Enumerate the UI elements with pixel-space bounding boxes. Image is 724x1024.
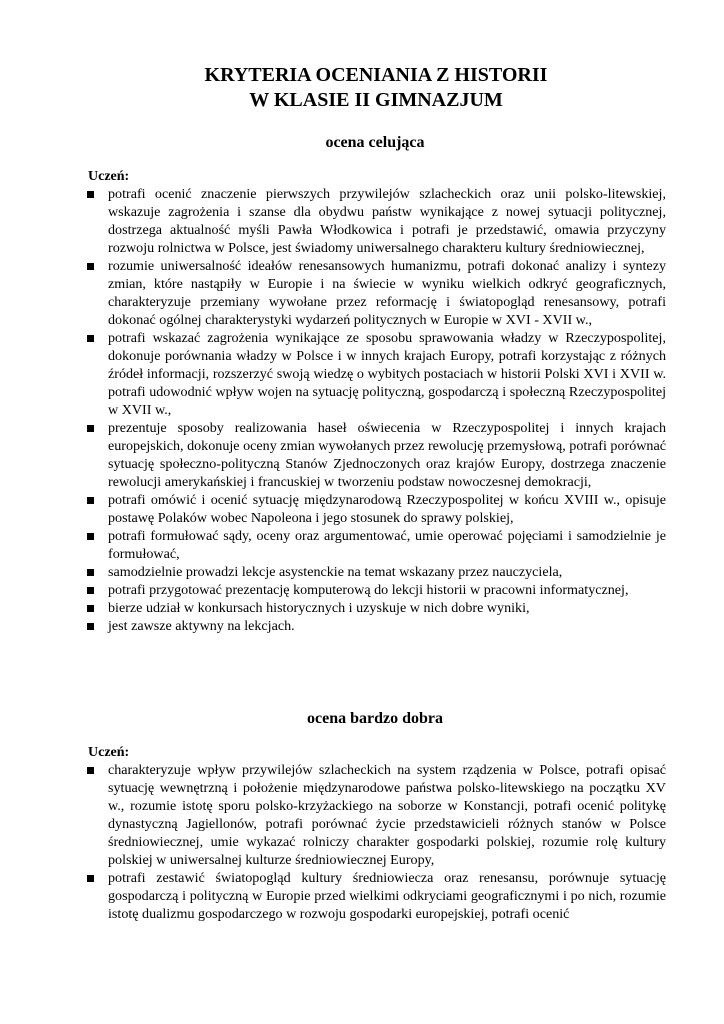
- list-item: [84, 617, 666, 635]
- list-item: [84, 329, 666, 419]
- section-heading-bardzo-dobra: ocena bardzo dobra: [307, 710, 443, 727]
- list-item: [84, 419, 666, 491]
- square-bullet-icon: [87, 425, 94, 432]
- list-item-text: potrafi wskazać zagrożenia wynikające ze sposobu sprawowania władzy w Rzeczypospolitej, dokonuje porównania władzy w Polsce i w innych krajach Europy, potrafi korzystając z różnych źródeł informacji, rozszerzyć swoją wiedzę o wybitych postaciach w historii Polski XVI i XVII w. potrafi udowodnić wpływ wojen na sytuację polityczną, gospodarczą i społeczną Rzeczypospolitej w XVII w.,: [108, 330, 666, 418]
- list-item-text: samodzielnie prowadzi lekcje asystenckie na temat wskazany przez nauczyciela,: [108, 564, 563, 580]
- list-item-text: potrafi ocenić znaczenie pierwszych przywilejów szlacheckich oraz unii polsko-litewskiej, wskazuje zagrożenia i szanse dla obydwu państw wynikające z nowej sytuacji politycznej, dostrzega aktualność myśli Pawła Włodkowica i potrafi je przedstawić, omawia przyczyny rozwoju rolnictwa w Polsce, jest świadomy uniwersalnego charakteru kultury średniowiecznej,: [108, 186, 666, 256]
- list-item: [84, 527, 666, 563]
- list-item-text: jest zawsze aktywny na lekcjach.: [108, 618, 295, 634]
- list-item-text: rozumie uniwersalność ideałów renesansowych humanizmu, potrafi dokonać analizy i syntezy zmian, które nastąpiły w Europie i na świecie w wyniku wielkich odkryć geograficznych, charakteryzuje przemiany wywołane przez reformację i światopogląd renesansowy, potrafi dokonać ogólnej charakterystyki wydarzeń politycznych w Europie w XVI - XVII w.,: [108, 258, 666, 328]
- list-item: [84, 761, 666, 869]
- square-bullet-icon: [87, 263, 94, 270]
- list-item: [84, 185, 666, 257]
- section-heading-celujaca: ocena celująca: [325, 134, 425, 151]
- list-item: [84, 581, 666, 599]
- list-item: [84, 491, 666, 527]
- square-bullet-icon: [87, 569, 94, 576]
- square-bullet-icon: [87, 533, 94, 540]
- square-bullet-icon: [87, 497, 94, 504]
- list-item-text: potrafi przygotować prezentację komputerową do lekcji historii w pracowni informatycznej,: [108, 582, 629, 598]
- criteria-list-celujaca: [84, 185, 666, 635]
- list-item-text: potrafi zestawić światopogląd kultury średniowiecza oraz renesansu, porównuje sytuację gospodarczą i polityczną w Europie przed wielkimi odkryciami geograficznymi i po nich, rozumie istotę dualizmu gospodarczego w rozwoju gospodarki europejskiej, potrafi ocenić: [108, 870, 666, 922]
- list-item-text: prezentuje sposoby realizowania haseł oświecenia w Rzeczypospolitej i innych krajach europejskich, dokonuje oceny zmian wywołanych przez rewolucję przemysłową, potrafi porównać sytuację społeczno-polityczną Stanów Zjednoczonych oraz krajów Europy, dostrzega znaczenie rewolucji amerykańskiej i francuskiej w tworzeniu podstaw nowoczesnej demokracji,: [108, 420, 666, 490]
- student-label: Uczeń:: [88, 169, 130, 184]
- list-item-text: potrafi omówić i ocenić sytuację międzynarodową Rzeczypospolitej w końcu XVIII w., opisuje postawę Polaków wobec Napoleona i jego stosunek do sprawy polskiej,: [108, 492, 666, 526]
- square-bullet-icon: [87, 191, 94, 198]
- list-item-text: potrafi formułować sądy, oceny oraz argumentować, umie operować pojęciami i samodzielnie je formułować,: [108, 528, 666, 562]
- list-item: [84, 599, 666, 617]
- square-bullet-icon: [87, 335, 94, 342]
- document-title-line-2: W KLASIE II GIMNAZJUM: [249, 89, 503, 111]
- square-bullet-icon: [87, 623, 94, 630]
- student-label: Uczeń:: [88, 745, 130, 760]
- square-bullet-icon: [87, 605, 94, 612]
- list-item-text: bierze udział w konkursach historycznych i uzyskuje w nich dobre wyniki,: [108, 600, 530, 616]
- list-item: [84, 563, 666, 581]
- criteria-list-bardzo-dobra: [84, 761, 666, 923]
- list-item-text: charakteryzuje wpływ przywilejów szlacheckich na system rządzenia w Polsce, potrafi opisać sytuację wewnętrzną i położenie międzynarodowe państwa polsko-litewskiego na początku XV w., rozumie istotę sporu polsko-krzyżackiego na soborze w Konstancji, potrafi ocenić politykę dynastyczną Jagiellonów, potrafi porównać życie przedstawicieli różnych stanów w Polsce średniowiecznej, umie wykazać rolniczy charakter gospodarki polskiej, rozumie rolę kultury polskiej w uniwersalnej kulturze średniowiecznej Europy,: [108, 762, 666, 868]
- square-bullet-icon: [87, 587, 94, 594]
- square-bullet-icon: [87, 875, 94, 882]
- square-bullet-icon: [87, 767, 94, 774]
- list-item: [84, 257, 666, 329]
- document-title-line-1: KRYTERIA OCENIANIA Z HISTORII: [204, 64, 548, 86]
- list-item: [84, 869, 666, 923]
